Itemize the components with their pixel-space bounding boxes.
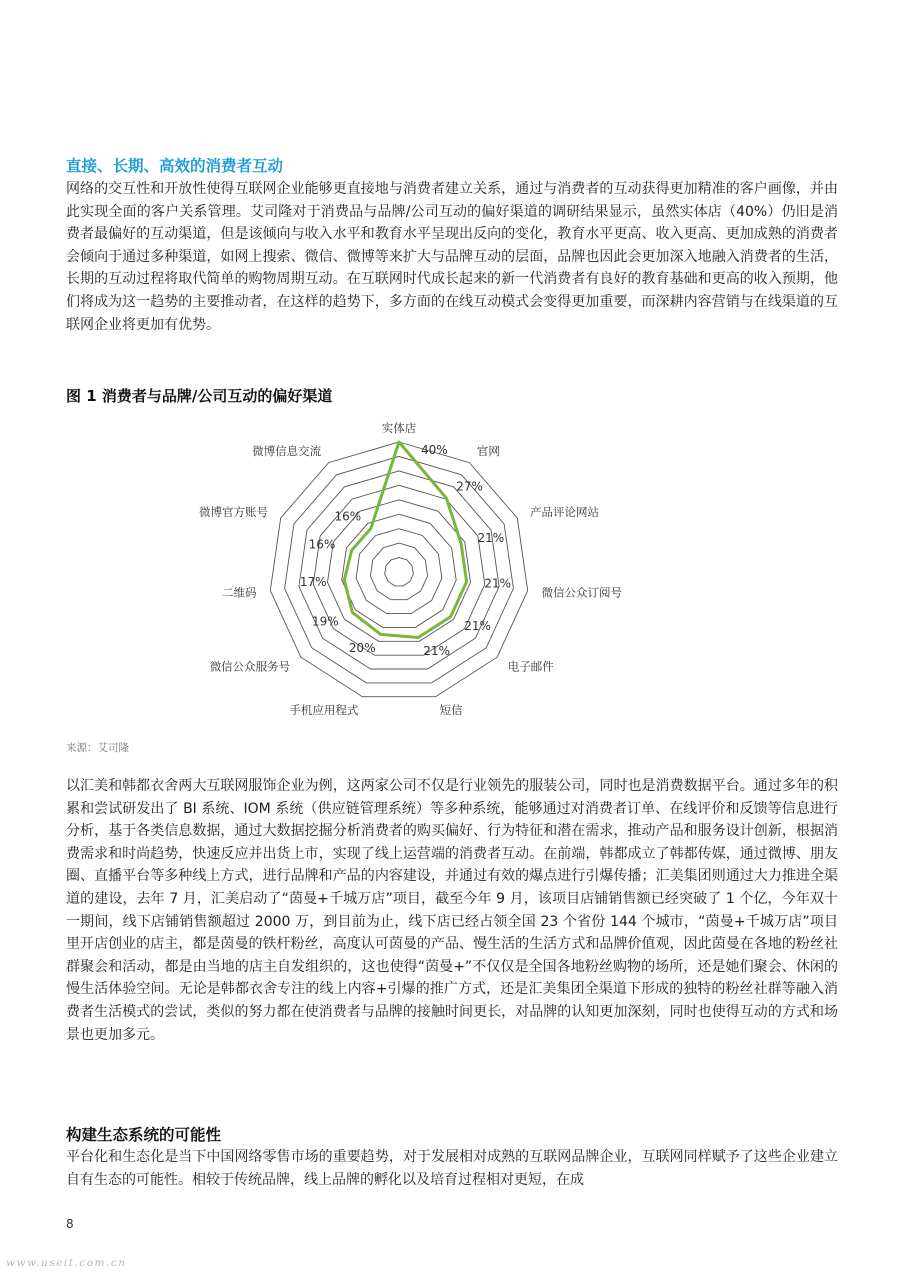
radar-labels — [199, 421, 622, 717]
category-label: 电子邮件 — [507, 659, 554, 674]
radar-grid — [270, 442, 527, 697]
value-label: 40% — [421, 443, 448, 457]
category-label: 官网 — [476, 443, 500, 458]
value-label: 27% — [456, 479, 483, 494]
category-label: 短信 — [439, 703, 463, 718]
body-paragraph: 平台化和生态化是当下中国网络零售市场的重要趋势，对于发展相对成熟的互联网品牌企业，互联网同样赋予了这些企业建立自有生态的可能性。相较于传统品牌，线上品牌的孵化以及培育过程相对更短，在成 — [66, 1149, 838, 1188]
figure-source: 来源：艾司隆 — [66, 742, 129, 754]
category-label: 实体店 — [381, 421, 417, 435]
grid-ring — [342, 514, 456, 627]
grid-ring — [370, 543, 427, 600]
watermark: www.useit.com.cn — [6, 1257, 127, 1269]
value-label: 19% — [312, 614, 339, 629]
grid-ring — [385, 558, 414, 586]
category-label: 微信公众服务号 — [209, 659, 291, 674]
category-label: 手机应用程式 — [289, 703, 359, 718]
value-label: 21% — [464, 618, 491, 633]
radar-chart — [180, 412, 680, 732]
page-number: 8 — [66, 1217, 74, 1231]
value-label: 21% — [423, 643, 450, 658]
body-paragraph: 网络的交互性和开放性使得互联网企业能够更直接地与消费者建立关系，通过与消费者的互动获得更加精准的客户画像，并由此实现全面的客户关系管理。艾司隆对于消费品与品牌/公司互动的偏好渠道的调研结果显示，虽然实体店（40%）仍旧是消费者最偏好的互动渠道，但是该倾向与收入水平和教育水平呈现出反向的变化，教育水平更高、收入更高、更加成熟的消费者会倾向于通过多种渠道，如网上搜索、微信、微博等来扩大与品牌互动的层面，品牌也因此会更加深入地融入消费者的生活，长期的互动过程将取代简单的购物周期互动。在互联网时代成长起来的新一代消费者有良好的教育基础和更高的收入预期，他们将成为这一趋势的主要推动者，在这样的趋势下，多方面的在线互动模式会变得更加重要，而深耕内容营销与在线渠道的互联网企业将更加有优势。 — [66, 181, 838, 333]
category-label: 微博官方账号 — [199, 505, 268, 520]
figure-title: 图 1 消费者与品牌/公司互动的偏好渠道 — [66, 387, 333, 405]
value-label: 21% — [477, 530, 505, 545]
body-paragraph: 以汇美和韩都衣舍两大互联网服饰企业为例，这两家公司不仅是行业领先的服装公司，同时也是消费数据平台。通过多年的积累和尝试研发出了 BI 系统、IOM 系统（供应链管理系统）等多种系统，能够通过对消费者订单、在线评价和反馈等信息进行分析，基于各类信息数据，通过大数据挖掘分析消费者的购买偏好、行为特征和潜在需求，推动产品和服务设计创新，根据消费需求和时尚趋势，快速反应并出货上市，实现了线上运营端的消费者互动。在前端，韩都成立了韩都传媒，通过微博、朋友圈、直播平台等多种线上方式，进行品牌和产品的内容建设，并通过有效的爆点进行引爆传播；汇美集团则通过大力推进全渠道的建设，去年 7 月，汇美启动了“茵曼+千城万店”项目，截至今年 9 月，该项目店铺销售额已经突破了 1 个亿，今年双十一期间，线下店铺销售额超过 2000 万，到目前为止，线下店已经占领全国 23 个省份 144 个城市，“茵曼+千城万店”项目里开店创业的店主，都是茵曼的铁杆粉丝，高度认可茵曼的产品、慢生活的生活方式和品牌价值观，因此茵曼在各地的粉丝社群聚会和活动，都是由当地的店主自发组织的，这也使得“茵曼+”不仅仅是全国各地粉丝购物的场所，还是她们聚会、休闲的慢生活体验空间。无论是韩都衣舍专注的线上内容+引爆的推广方式，还是汇美集团全渠道下形成的独特的粉丝社群等融入消费者生活模式的尝试，类似的努力都在使消费者与品牌的接触时间更长，对品牌的认知更加深刻，同时也使得互动的方式和场景也更加多元。 — [66, 778, 838, 1043]
value-label: 21% — [484, 576, 512, 591]
section-title: 构建生态系统的可能性 — [66, 1126, 222, 1144]
category-label: 二维码 — [222, 585, 257, 600]
value-label: 17% — [299, 574, 327, 589]
category-label: 产品评论网站 — [530, 505, 599, 520]
value-label: 16% — [308, 537, 336, 552]
value-label: 16% — [334, 509, 362, 524]
grid-ring — [356, 529, 442, 614]
category-label: 微博信息交流 — [252, 443, 322, 458]
category-label: 微信公众订阅号 — [541, 585, 622, 600]
grid-ring — [270, 442, 527, 697]
section-title: 直接、长期、高效的消费者互动 — [66, 157, 284, 175]
value-label: 20% — [348, 640, 376, 655]
